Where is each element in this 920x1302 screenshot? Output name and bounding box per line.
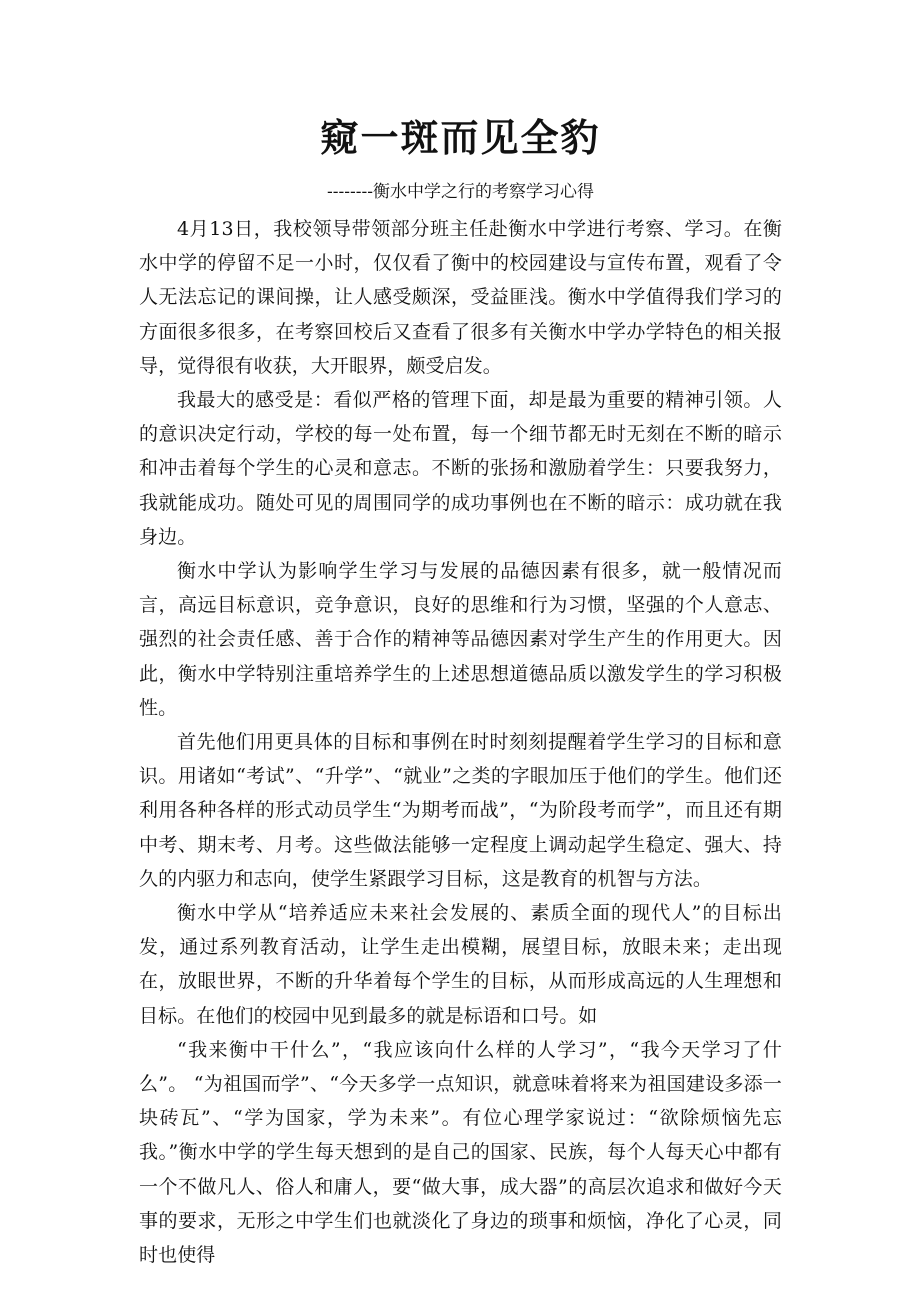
paragraph: “我来衡中干什么”，“我应该向什么样的人学习”，“我今天学习了什么”。 “为祖国而学”、“今天多学一点知识，就意味着将来为祖国建设多添一块砖瓦”、“学为国家，学为未来”。有位心理学家说过：“欲除烦恼先忘我。”衡水中学的学生每天想到的是自己的国家、民族，每个人每天心中都有一个不做凡人、俗人和庸人，要“做大事，成大器”的高层次追求和做好今天事的要求，无形之中学生们也就淡化了身边的琐事和烦恼，净化了心灵，同时也使得 xyxy=(139,1038,782,1267)
document-title: 窥一斑而见全豹 xyxy=(320,116,601,160)
paragraph: 衡水中学从“培养适应未来社会发展的、素质全面的现代人”的目标出发，通过系列教育活动，让学生走出模糊，展望目标，放眼未来；走出现在，放眼世界，不断的升华着每个学生的目标，从而形成高远的人生理想和目标。在他们的校园中见到最多的就是标语和口号。如 xyxy=(139,902,782,1027)
paragraph: 我最大的感受是：看似严格的管理下面，却是最为重要的精神引领。人的意识决定行动，学校的每一处布置，每一个细节都无时无刻在不断的暗示和冲击着每个学生的心灵和意志。不断的张扬和激励着学生：只要我努力，我就能成功。随处可见的周围同学的成功事例也在不断的暗示：成功就在我身边。 xyxy=(139,389,782,548)
paragraph: 衡水中学认为影响学生学习与发展的品德因素有很多，就一般情况而言，高远目标意识，竞争意识，良好的思维和行为习惯，坚强的个人意志、强烈的社会责任感、善于合作的精神等品德因素对学生产生的作用更大。因此，衡水中学特别注重培养学生的上述思想道德品质以激发学生的学习积极性。 xyxy=(139,560,782,719)
document-subtitle: --------衡水中学之行的考察学习心得 xyxy=(327,182,594,202)
paragraph: 4月13日，我校领导带领部分班主任赴衡水中学进行考察、学习。在衡水中学的停留不足一小时，仅仅看了衡中的校园建设与宣传布置，观看了令人无法忘记的课间操，让人感受颇深，受益匪浅。衡水中学值得我们学习的方面很多很多，在考察回校后又查看了很多有关衡水中学办学特色的相关报导，觉得很有收获，大开眼界，颇受启发。 xyxy=(139,218,782,377)
document-page xyxy=(139,108,782,1272)
paragraph: 首先他们用更具体的目标和事例在时时刻刻提醒着学生学习的目标和意识。用诸如“考试”、“升学”、“就业”之类的字眼加压于他们的学生。他们还利用各种各样的形式动员学生“为期考而战”，“为阶段考而学”，而且还有期中考、期末考、月考。这些做法能够一定程度上调动起学生稳定、强大、持久的内驱力和志向，使学生紧跟学习目标，这是教育的机智与方法。 xyxy=(139,731,782,890)
